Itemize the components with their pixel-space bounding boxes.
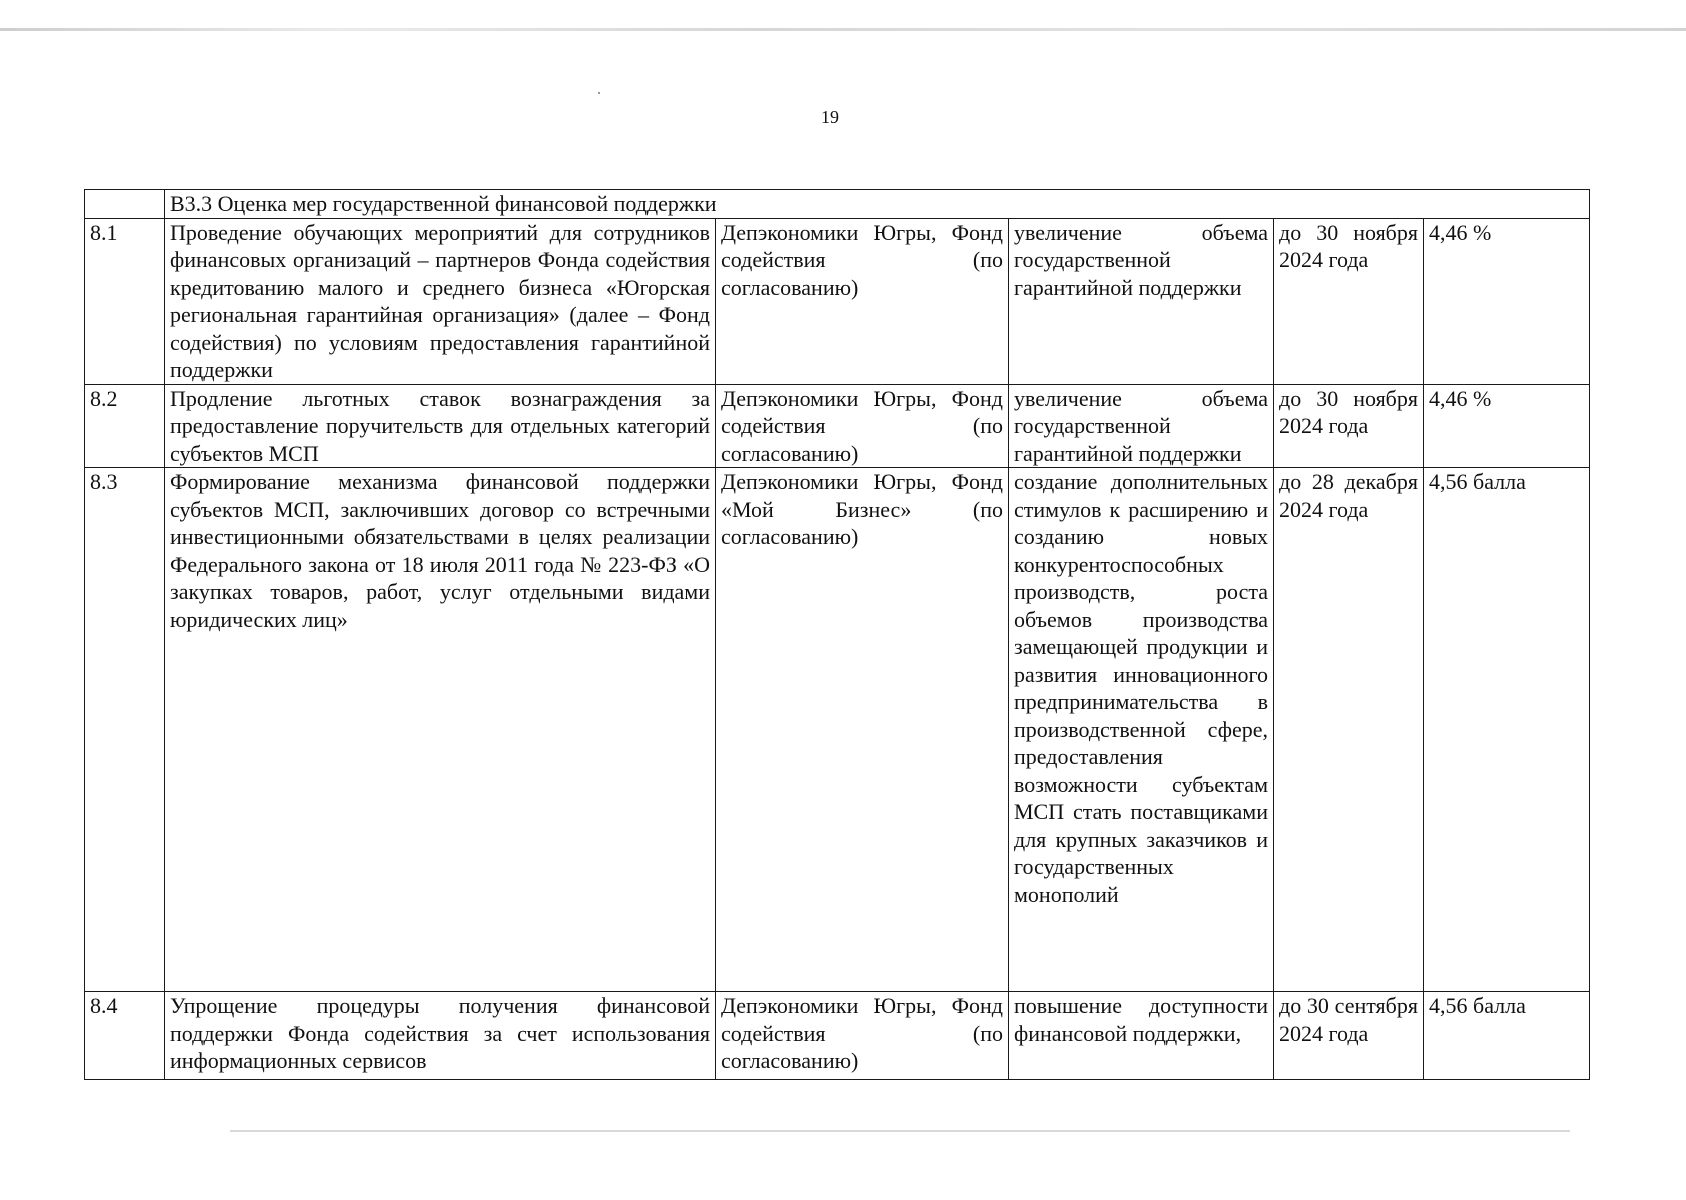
responsible-cell: Депэкономики Югры, Фонд содействия (по согласованию) [716,992,1009,1080]
term-cell: до 30 ноября 2024 года [1274,218,1424,384]
indicator-cell: 4,56 балла [1424,992,1590,1080]
row-number: 8.4 [85,992,165,1080]
indicator-cell: 4,56 балла [1424,468,1590,992]
term-cell: до 30 сентября 2024 года [1274,992,1424,1080]
row-number: 8.2 [85,384,165,468]
result-cell: создание дополнительных стимулов к расширению и созданию новых конкурентоспособных производств, роста объемов производства замещающей продукции и развития инновационного предпринимательства в производственной сфере, предоставления возможности субъектам МСП стать поставщиками для крупных заказчиков и государственных монополий [1009,468,1274,992]
table-row [85,218,1590,384]
indicator-cell: 4,46 % [1424,218,1590,384]
activity-cell: Формирование механизма финансовой поддержки субъектов МСП, заключивших договор со встречными инвестиционными обязательствами в целях реализации Федерального закона от 18 июля 2011 года № 223-ФЗ «О закупках товаров, работ, услуг отдельными видами юридических лиц» [165,468,716,992]
responsible-cell: Депэкономики Югры, Фонд содействия (по согласованию) [716,218,1009,384]
section-header-row [85,190,1590,219]
responsible-cell: Депэкономики Югры, Фонд содействия (по согласованию) [716,384,1009,468]
term-cell: до 28 декабря 2024 года [1274,468,1424,992]
activity-cell: Продление льготных ставок вознаграждения за предоставление поручительств для отдельных категорий субъектов МСП [165,384,716,468]
table-row [85,384,1590,468]
activity-cell: Упрощение процедуры получения финансовой поддержки Фонда содействия за счет использования информационных сервисов [165,992,716,1080]
activity-cell: Проведение обучающих мероприятий для сотрудников финансовых организаций – партнеров Фонда содействия кредитованию малого и среднего бизнеса «Югорская региональная гарантийная организация» (далее – Фонд содействия) по условиям предоставления гарантийной поддержки [165,218,716,384]
responsible-cell: Депэкономики Югры, Фонд «Мой Бизнес» (по согласованию) [716,468,1009,992]
result-cell: повышение доступности финансовой поддержки, [1009,992,1274,1080]
result-cell: увеличение объема государственной гарантийной поддержки [1009,384,1274,468]
row-number: 8.3 [85,468,165,992]
scan-edge-top [0,28,1686,31]
scan-speck [598,92,600,94]
scan-edge-bottom [230,1130,1570,1132]
row-number: 8.1 [85,218,165,384]
result-cell: увеличение объема государственной гарантийной поддержки [1009,218,1274,384]
table-row [85,992,1590,1080]
page-number: 19 [821,107,839,127]
measures-table [84,189,1590,1080]
term-cell: до 30 ноября 2024 года [1274,384,1424,468]
indicator-cell: 4,46 % [1424,384,1590,468]
section-title: В3.3 Оценка мер государственной финансовой поддержки [165,190,1590,219]
section-number-cell [85,190,165,219]
table-row [85,468,1590,992]
